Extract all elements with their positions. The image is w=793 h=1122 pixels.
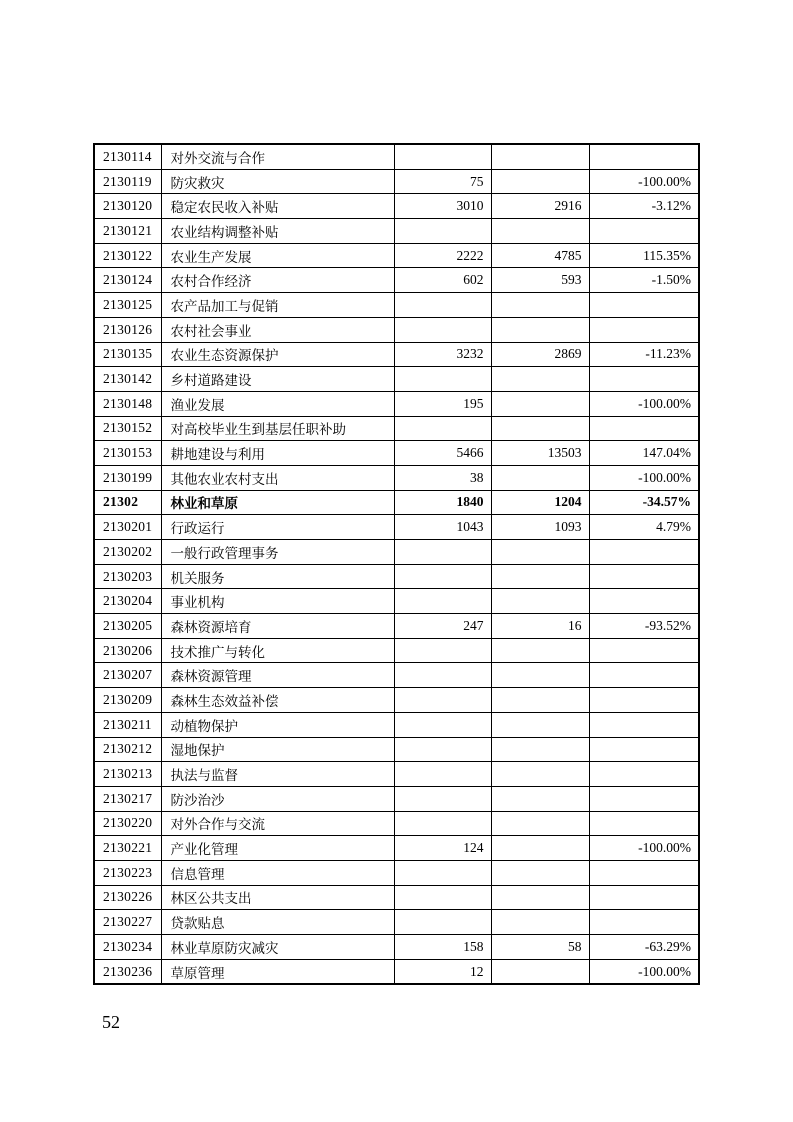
value-prev-year-cell: 75 <box>394 169 491 194</box>
value-prev-year-cell: 3232 <box>394 342 491 367</box>
value-prev-year-cell <box>394 860 491 885</box>
value-curr-year-cell <box>491 391 589 416</box>
table-row <box>94 317 699 342</box>
change-percent-cell <box>589 638 699 663</box>
budget-code-cell: 2130226 <box>94 885 161 910</box>
budget-item-name-cell: 产业化管理 <box>161 836 394 861</box>
change-percent-cell <box>589 589 699 614</box>
value-prev-year-cell <box>394 762 491 787</box>
table-row <box>94 391 699 416</box>
budget-expenditure-table <box>93 143 700 985</box>
budget-code-cell: 2130114 <box>94 144 161 169</box>
value-curr-year-cell <box>491 564 589 589</box>
value-prev-year-cell: 195 <box>394 391 491 416</box>
value-prev-year-cell <box>394 367 491 392</box>
table-row <box>94 490 699 515</box>
budget-item-name-cell: 稳定农民收入补贴 <box>161 194 394 219</box>
budget-code-cell: 2130142 <box>94 367 161 392</box>
change-percent-cell <box>589 293 699 318</box>
value-prev-year-cell: 2222 <box>394 243 491 268</box>
budget-code-cell: 2130220 <box>94 811 161 836</box>
budget-item-name-cell: 农村社会事业 <box>161 317 394 342</box>
budget-item-name-cell: 林业草原防灾减灾 <box>161 935 394 960</box>
value-curr-year-cell: 1204 <box>491 490 589 515</box>
budget-item-name-cell: 森林生态效益补偿 <box>161 688 394 713</box>
change-percent-cell <box>589 910 699 935</box>
table-row <box>94 935 699 960</box>
table-row <box>94 589 699 614</box>
table-row <box>94 465 699 490</box>
change-percent-cell: -100.00% <box>589 465 699 490</box>
value-curr-year-cell <box>491 959 589 984</box>
table-row <box>94 885 699 910</box>
change-percent-cell <box>589 564 699 589</box>
budget-code-cell: 2130119 <box>94 169 161 194</box>
value-prev-year-cell <box>394 786 491 811</box>
budget-code-cell: 2130207 <box>94 663 161 688</box>
value-curr-year-cell: 2916 <box>491 194 589 219</box>
budget-code-cell: 2130206 <box>94 638 161 663</box>
change-percent-cell <box>589 416 699 441</box>
budget-code-cell: 2130221 <box>94 836 161 861</box>
change-percent-cell <box>589 663 699 688</box>
budget-code-cell: 2130148 <box>94 391 161 416</box>
table-row <box>94 219 699 244</box>
budget-code-cell: 2130120 <box>94 194 161 219</box>
budget-code-cell: 2130199 <box>94 465 161 490</box>
change-percent-cell: -63.29% <box>589 935 699 960</box>
value-curr-year-cell <box>491 860 589 885</box>
value-curr-year-cell: 16 <box>491 614 589 639</box>
table-row <box>94 342 699 367</box>
value-curr-year-cell <box>491 367 589 392</box>
value-prev-year-cell <box>394 416 491 441</box>
budget-code-cell: 2130153 <box>94 441 161 466</box>
value-prev-year-cell: 602 <box>394 268 491 293</box>
budget-item-name-cell: 林业和草原 <box>161 490 394 515</box>
value-prev-year-cell <box>394 737 491 762</box>
table-row <box>94 441 699 466</box>
budget-item-name-cell: 农村合作经济 <box>161 268 394 293</box>
change-percent-cell: 4.79% <box>589 515 699 540</box>
change-percent-cell: -93.52% <box>589 614 699 639</box>
value-curr-year-cell <box>491 836 589 861</box>
value-curr-year-cell: 4785 <box>491 243 589 268</box>
value-curr-year-cell <box>491 885 589 910</box>
budget-code-cell: 21302 <box>94 490 161 515</box>
value-prev-year-cell <box>394 663 491 688</box>
page-number: 52 <box>102 1012 120 1032</box>
value-prev-year-cell <box>394 317 491 342</box>
budget-table-body <box>94 144 699 984</box>
table-row <box>94 638 699 663</box>
budget-code-cell: 2130204 <box>94 589 161 614</box>
budget-item-name-cell: 行政运行 <box>161 515 394 540</box>
value-prev-year-cell <box>394 811 491 836</box>
change-percent-cell: -11.23% <box>589 342 699 367</box>
table-row <box>94 564 699 589</box>
table-row <box>94 194 699 219</box>
budget-code-cell: 2130126 <box>94 317 161 342</box>
value-curr-year-cell <box>491 712 589 737</box>
table-row <box>94 762 699 787</box>
value-curr-year-cell <box>491 540 589 565</box>
value-curr-year-cell: 2869 <box>491 342 589 367</box>
budget-code-cell: 2130121 <box>94 219 161 244</box>
value-curr-year-cell <box>491 688 589 713</box>
change-percent-cell <box>589 860 699 885</box>
change-percent-cell <box>589 688 699 713</box>
budget-item-name-cell: 执法与监督 <box>161 762 394 787</box>
table-row <box>94 811 699 836</box>
value-curr-year-cell <box>491 144 589 169</box>
budget-item-name-cell: 乡村道路建设 <box>161 367 394 392</box>
budget-item-name-cell: 林区公共支出 <box>161 885 394 910</box>
change-percent-cell <box>589 540 699 565</box>
budget-item-name-cell: 对高校毕业生到基层任职补助 <box>161 416 394 441</box>
table-row <box>94 416 699 441</box>
budget-code-cell: 2130213 <box>94 762 161 787</box>
value-prev-year-cell <box>394 712 491 737</box>
value-prev-year-cell: 158 <box>394 935 491 960</box>
value-curr-year-cell <box>491 786 589 811</box>
table-row <box>94 169 699 194</box>
change-percent-cell <box>589 219 699 244</box>
table-row <box>94 515 699 540</box>
budget-code-cell: 2130124 <box>94 268 161 293</box>
budget-code-cell: 2130203 <box>94 564 161 589</box>
value-curr-year-cell <box>491 219 589 244</box>
value-prev-year-cell: 247 <box>394 614 491 639</box>
change-percent-cell: -3.12% <box>589 194 699 219</box>
budget-item-name-cell: 信息管理 <box>161 860 394 885</box>
budget-item-name-cell: 农业生产发展 <box>161 243 394 268</box>
change-percent-cell <box>589 144 699 169</box>
value-curr-year-cell <box>491 293 589 318</box>
table-row <box>94 910 699 935</box>
value-prev-year-cell <box>394 540 491 565</box>
budget-item-name-cell: 农业结构调整补贴 <box>161 219 394 244</box>
budget-item-name-cell: 一般行政管理事务 <box>161 540 394 565</box>
table-row <box>94 959 699 984</box>
table-row <box>94 268 699 293</box>
value-curr-year-cell <box>491 737 589 762</box>
budget-item-name-cell: 动植物保护 <box>161 712 394 737</box>
change-percent-cell <box>589 317 699 342</box>
budget-item-name-cell: 贷款贴息 <box>161 910 394 935</box>
value-curr-year-cell: 58 <box>491 935 589 960</box>
budget-code-cell: 2130223 <box>94 860 161 885</box>
budget-code-cell: 2130212 <box>94 737 161 762</box>
change-percent-cell <box>589 367 699 392</box>
value-curr-year-cell <box>491 317 589 342</box>
table-row <box>94 712 699 737</box>
budget-code-cell: 2130152 <box>94 416 161 441</box>
value-curr-year-cell <box>491 762 589 787</box>
table-row <box>94 243 699 268</box>
budget-code-cell: 2130217 <box>94 786 161 811</box>
budget-code-cell: 2130135 <box>94 342 161 367</box>
budget-item-name-cell: 渔业发展 <box>161 391 394 416</box>
change-percent-cell: -100.00% <box>589 391 699 416</box>
value-curr-year-cell <box>491 638 589 663</box>
value-prev-year-cell <box>394 219 491 244</box>
budget-code-cell: 2130209 <box>94 688 161 713</box>
budget-item-name-cell: 防沙治沙 <box>161 786 394 811</box>
budget-code-cell: 2130234 <box>94 935 161 960</box>
budget-code-cell: 2130205 <box>94 614 161 639</box>
budget-item-name-cell: 事业机构 <box>161 589 394 614</box>
value-prev-year-cell: 124 <box>394 836 491 861</box>
budget-item-name-cell: 草原管理 <box>161 959 394 984</box>
budget-code-cell: 2130236 <box>94 959 161 984</box>
change-percent-cell: 115.35% <box>589 243 699 268</box>
value-prev-year-cell: 5466 <box>394 441 491 466</box>
value-curr-year-cell <box>491 416 589 441</box>
value-prev-year-cell: 1840 <box>394 490 491 515</box>
budget-code-cell: 2130125 <box>94 293 161 318</box>
value-prev-year-cell: 3010 <box>394 194 491 219</box>
budget-item-name-cell: 农产品加工与促销 <box>161 293 394 318</box>
table-row <box>94 367 699 392</box>
value-curr-year-cell <box>491 589 589 614</box>
budget-code-cell: 2130211 <box>94 712 161 737</box>
value-curr-year-cell <box>491 465 589 490</box>
value-prev-year-cell <box>394 589 491 614</box>
table-row <box>94 614 699 639</box>
budget-code-cell: 2130122 <box>94 243 161 268</box>
change-percent-cell: -100.00% <box>589 836 699 861</box>
change-percent-cell <box>589 712 699 737</box>
table-row <box>94 860 699 885</box>
value-prev-year-cell <box>394 638 491 663</box>
budget-code-cell: 2130227 <box>94 910 161 935</box>
value-curr-year-cell <box>491 663 589 688</box>
budget-item-name-cell: 农业生态资源保护 <box>161 342 394 367</box>
change-percent-cell: -1.50% <box>589 268 699 293</box>
value-curr-year-cell <box>491 910 589 935</box>
change-percent-cell <box>589 737 699 762</box>
value-prev-year-cell <box>394 885 491 910</box>
value-prev-year-cell: 38 <box>394 465 491 490</box>
change-percent-cell: -100.00% <box>589 959 699 984</box>
table-row <box>94 688 699 713</box>
change-percent-cell <box>589 811 699 836</box>
value-curr-year-cell: 13503 <box>491 441 589 466</box>
budget-item-name-cell: 湿地保护 <box>161 737 394 762</box>
change-percent-cell: 147.04% <box>589 441 699 466</box>
budget-item-name-cell: 森林资源管理 <box>161 663 394 688</box>
table-row <box>94 836 699 861</box>
value-prev-year-cell: 12 <box>394 959 491 984</box>
table-row <box>94 786 699 811</box>
value-prev-year-cell <box>394 688 491 713</box>
budget-code-cell: 2130201 <box>94 515 161 540</box>
change-percent-cell: -100.00% <box>589 169 699 194</box>
value-prev-year-cell <box>394 564 491 589</box>
value-curr-year-cell <box>491 169 589 194</box>
change-percent-cell <box>589 762 699 787</box>
value-curr-year-cell <box>491 811 589 836</box>
table-row <box>94 540 699 565</box>
value-prev-year-cell <box>394 144 491 169</box>
value-prev-year-cell <box>394 293 491 318</box>
budget-item-name-cell: 其他农业农村支出 <box>161 465 394 490</box>
budget-item-name-cell: 对外合作与交流 <box>161 811 394 836</box>
table-row <box>94 293 699 318</box>
value-prev-year-cell: 1043 <box>394 515 491 540</box>
table-row <box>94 144 699 169</box>
value-curr-year-cell: 593 <box>491 268 589 293</box>
budget-code-cell: 2130202 <box>94 540 161 565</box>
budget-item-name-cell: 机关服务 <box>161 564 394 589</box>
change-percent-cell <box>589 885 699 910</box>
budget-item-name-cell: 防灾救灾 <box>161 169 394 194</box>
change-percent-cell: -34.57% <box>589 490 699 515</box>
budget-item-name-cell: 耕地建设与利用 <box>161 441 394 466</box>
table-row <box>94 663 699 688</box>
budget-item-name-cell: 对外交流与合作 <box>161 144 394 169</box>
budget-item-name-cell: 技术推广与转化 <box>161 638 394 663</box>
value-prev-year-cell <box>394 910 491 935</box>
table-row <box>94 737 699 762</box>
value-curr-year-cell: 1093 <box>491 515 589 540</box>
change-percent-cell <box>589 786 699 811</box>
budget-item-name-cell: 森林资源培育 <box>161 614 394 639</box>
